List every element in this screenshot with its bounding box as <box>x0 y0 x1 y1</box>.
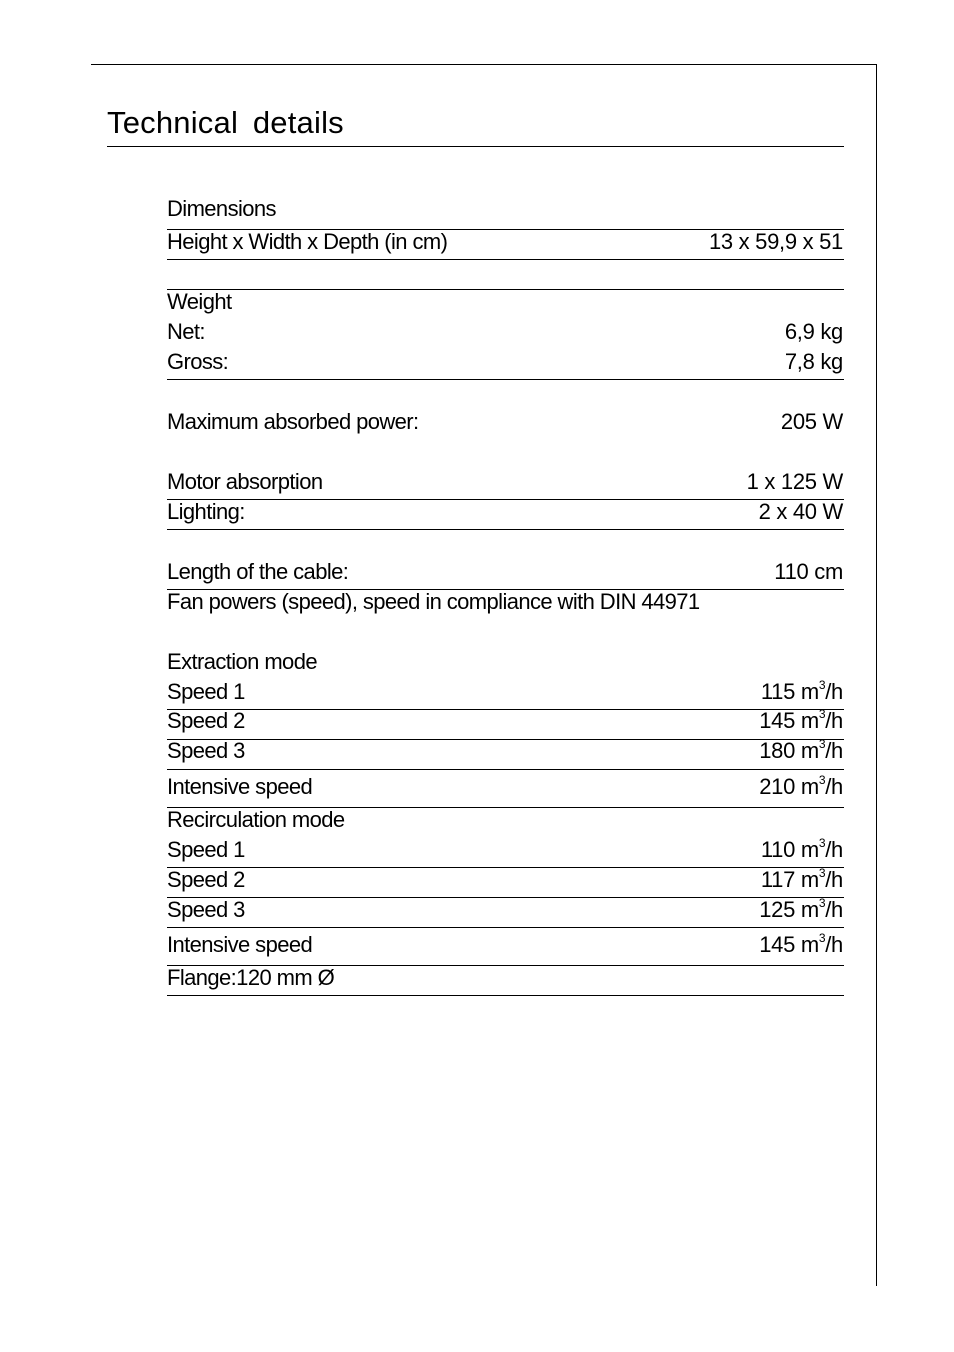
weight-net-label: Net: <box>167 319 205 344</box>
recirculation-speed-value: 110 $m^3/h$ <box>760 835 843 862</box>
dimensions-heading: Dimensions <box>167 196 276 221</box>
divider <box>167 379 844 380</box>
extraction-speed-label: Speed 2 <box>167 708 245 733</box>
divider <box>167 927 844 928</box>
extraction-speed-label: Speed 3 <box>167 738 245 763</box>
weight-gross-label: Gross: <box>167 349 229 374</box>
divider <box>167 995 844 996</box>
divider <box>167 259 844 260</box>
divider <box>167 739 844 740</box>
weight-gross-value: 7,8 kg <box>784 349 843 374</box>
divider <box>167 499 844 500</box>
flange-spec: Flange:120 mm Ø <box>167 965 335 990</box>
divider <box>167 289 844 290</box>
max-power-value: 205 W <box>780 409 843 434</box>
divider <box>167 769 844 770</box>
fan-powers-note: Fan powers (speed), speed in compliance with DIN 44971 <box>167 589 700 614</box>
divider <box>167 867 844 868</box>
recirculation-speed-label: Speed 1 <box>167 837 245 862</box>
cable-length-value: 110 cm <box>774 559 843 584</box>
divider <box>167 529 844 530</box>
extraction-speed-value: 210 $m^3/h$ <box>759 772 843 799</box>
recirculation-speed-label: Speed 2 <box>167 867 245 892</box>
extraction-speed-value: 115 $m^3/h$ <box>760 677 843 704</box>
recirculation-speed-label: Speed 3 <box>167 897 245 922</box>
extraction-speed-label: Intensive speed <box>167 774 313 799</box>
dimensions-label: Height x Width x Depth (in cm) <box>167 229 448 254</box>
weight-net-value: 6,9 kg <box>784 319 843 344</box>
recirculation-speed-value: 125 $m^3/h$ <box>759 895 843 922</box>
title-rule <box>107 146 844 147</box>
motor-absorption-label: Motor absorption <box>167 469 323 494</box>
extraction-speed-value: 145 $m^3/h$ <box>759 706 843 733</box>
extraction-mode-heading: Extraction mode <box>167 649 317 674</box>
lighting-label: Lighting: <box>167 499 245 524</box>
lighting-value: 2 x 40 W <box>758 499 843 524</box>
cable-length-label: Length of the cable: <box>167 559 349 584</box>
page-frame-right-rule <box>876 64 877 1286</box>
page-title: Technical details <box>107 105 344 140</box>
page-frame-top-rule <box>91 64 877 65</box>
motor-absorption-value: 1 x 125 W <box>746 469 843 494</box>
extraction-speed-label: Speed 1 <box>167 679 245 704</box>
extraction-speed-value: 180 $m^3/h$ <box>759 736 843 763</box>
recirculation-speed-label: Intensive speed <box>167 932 313 957</box>
divider <box>167 897 844 898</box>
weight-heading: Weight <box>167 289 232 314</box>
recirculation-speed-value: 145 $m^3/h$ <box>759 930 843 957</box>
divider <box>167 709 844 710</box>
recirculation-mode-heading: Recirculation mode <box>167 807 345 832</box>
recirculation-speed-value: 117 $m^3/h$ <box>760 865 843 892</box>
max-power-label: Maximum absorbed power: <box>167 409 419 434</box>
dimensions-value: 13 x 59,9 x 51 <box>708 229 843 254</box>
